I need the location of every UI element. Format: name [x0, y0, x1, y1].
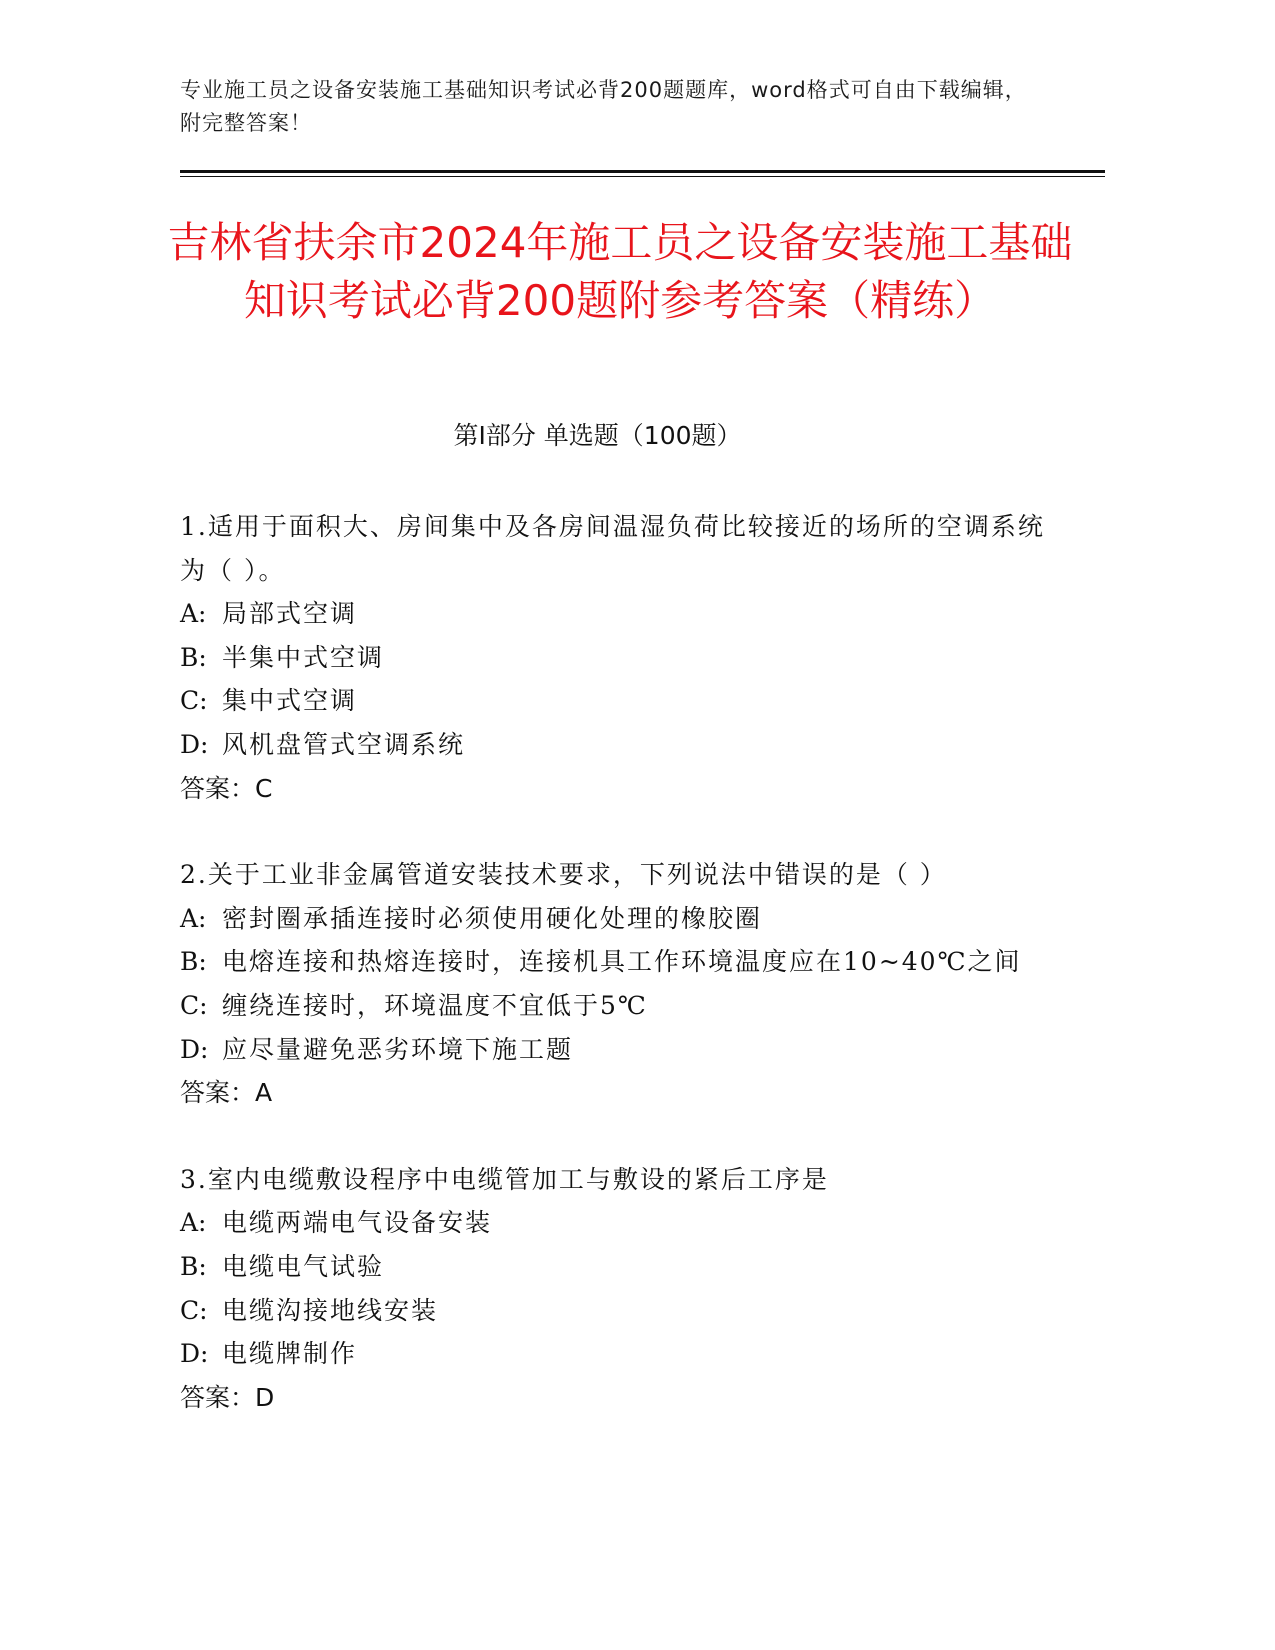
- option-text: 电熔连接和热熔连接时，连接机具工作环境温度应在10~40℃之间: [222, 947, 1022, 977]
- option-b: [180, 940, 1060, 984]
- question-stem: 3.室内电缆敷设程序中电缆管加工与敷设的紧后工序是: [180, 1164, 829, 1194]
- option-letter: B:: [180, 642, 207, 672]
- question-3: [180, 1158, 1060, 1420]
- option-text: 局部式空调: [222, 599, 358, 629]
- option-text: 风机盘管式空调系统: [222, 729, 466, 759]
- header-divider-thin: [180, 176, 1105, 177]
- option-d: [180, 1332, 1060, 1376]
- option-text: 电缆牌制作: [222, 1339, 358, 1369]
- option-letter: B:: [180, 947, 207, 977]
- option-c: [180, 1289, 1060, 1333]
- option-d: [180, 723, 1060, 767]
- answer: 答案：C: [180, 773, 273, 803]
- option-a: [180, 1201, 1060, 1245]
- answer: 答案：D: [180, 1382, 275, 1412]
- option-a: [180, 897, 1060, 941]
- option-text: 半集中式空调: [222, 642, 385, 672]
- option-letter: D:: [180, 729, 209, 759]
- option-letter: C:: [180, 686, 208, 716]
- option-text: 密封圈承插连接时必须使用硬化处理的橡胶圈: [222, 903, 763, 933]
- option-c: [180, 984, 1060, 1028]
- question-2: [180, 853, 1060, 1115]
- header-divider-thick: [180, 170, 1105, 173]
- answer: 答案：A: [180, 1078, 273, 1108]
- option-text: 电缆电气试验: [222, 1251, 385, 1281]
- header-note: 专业施工员之设备安装施工基础知识考试必背200题题库，word格式可自由下载编辑，附完整答案！: [180, 78, 1027, 135]
- section-heading: 第I部分 单选题（100题）: [453, 421, 742, 450]
- option-letter: A:: [180, 903, 207, 933]
- option-b: [180, 1245, 1060, 1289]
- option-letter: A:: [180, 1208, 207, 1238]
- option-c: [180, 679, 1060, 723]
- option-letter: A:: [180, 599, 207, 629]
- question-list: [180, 505, 1060, 1462]
- option-text: 缠绕连接时，环境温度不宜低于5℃: [222, 990, 648, 1020]
- option-b: [180, 636, 1060, 680]
- option-letter: C:: [180, 1295, 208, 1325]
- option-letter: B:: [180, 1251, 207, 1281]
- option-letter: C:: [180, 990, 208, 1020]
- question-stem: 2.关于工业非金属管道安装技术要求，下列说法中错误的是（ ）: [180, 860, 947, 890]
- question-stem: 1.适用于面积大、房间集中及各房间温湿负荷比较接近的场所的空调系统为（ ）。: [180, 512, 1045, 585]
- option-d: [180, 1028, 1060, 1072]
- question-1: [180, 505, 1060, 810]
- option-letter: D:: [180, 1339, 209, 1369]
- option-a: [180, 592, 1060, 636]
- option-text: 应尽量避免恶劣环境下施工题: [222, 1034, 574, 1064]
- option-text: 电缆沟接地线安装: [222, 1295, 439, 1325]
- option-letter: D:: [180, 1034, 209, 1064]
- option-text: 电缆两端电气设备安装: [222, 1208, 493, 1238]
- option-text: 集中式空调: [222, 686, 358, 716]
- document-title: 吉林省扶余市2024年施工员之设备安装施工基础知识考试必背200题附参考答案（精练）: [167, 218, 1073, 325]
